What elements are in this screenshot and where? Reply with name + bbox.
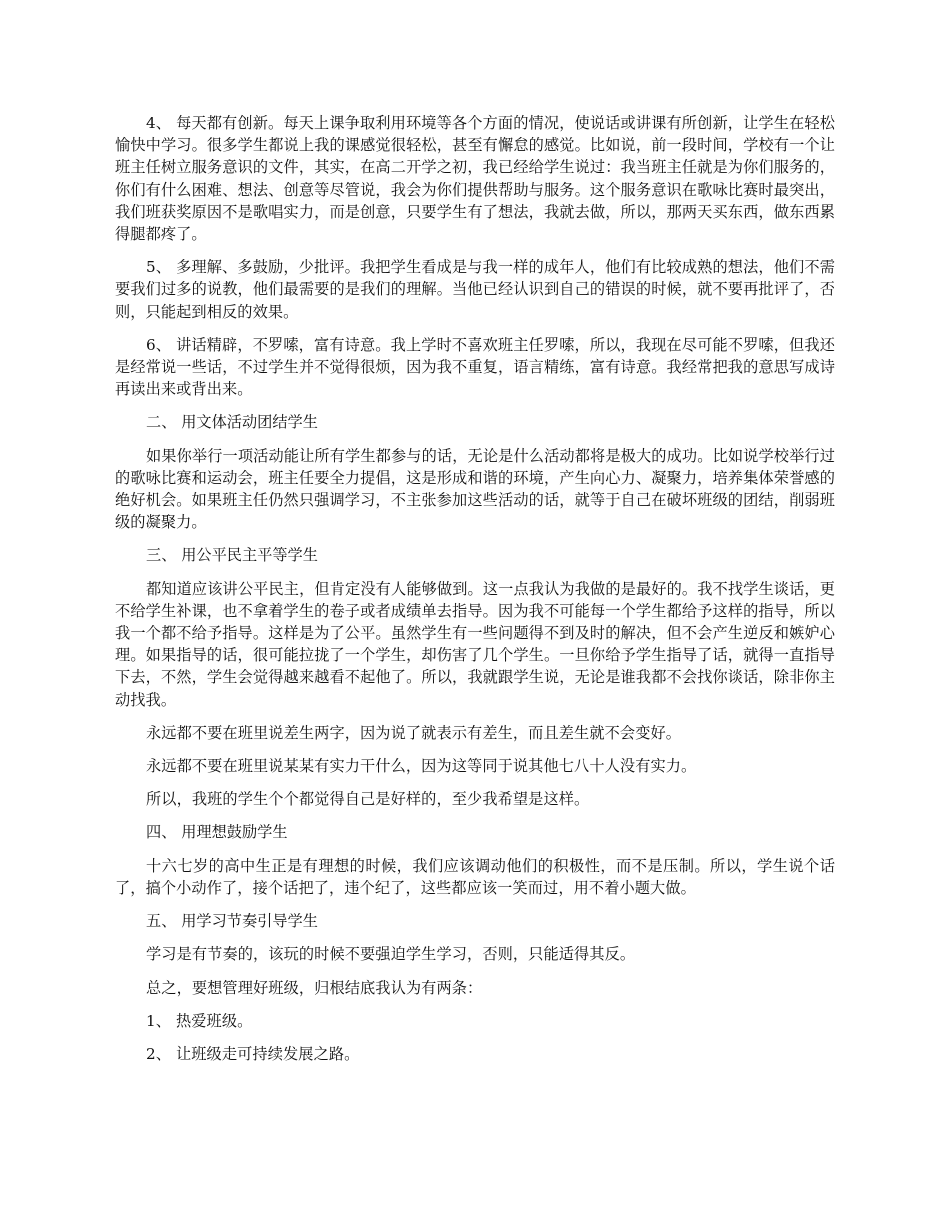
never-say-capable: 永远都不要在班里说某某有实力干什么，因为这等同于说其他七八十人没有实力。 bbox=[146, 757, 697, 776]
section-3-heading: 三、 用公平民主平等学生 bbox=[146, 546, 318, 565]
document-body bbox=[115, 112, 835, 1076]
summary: 总之，要想管理好班级，归根结底我认为有两条： bbox=[146, 978, 483, 997]
every-student-good: 所以，我班的学生个个都觉得自己是好样的，至少我希望是这样。 bbox=[146, 790, 590, 809]
point-6-concise: 6、 讲话精辟，不罗嗦，富有诗意。我上学时不喜欢班主任罗嗦，所以，我现在尽可能不罗嗦，但我还是经常说一些话，不过学生并不觉得很烦，因为我不重复，语言精练，富有诗意。我经常把我的意思写成诗再读出来或背出来。 bbox=[115, 335, 835, 399]
summary-point-2: 2、 让班级走可持续发展之路。 bbox=[146, 1044, 360, 1063]
section-5-body: 学习是有节奏的，该玩的时候不要强迫学生学习，否则，只能适得其反。 bbox=[146, 945, 636, 964]
point-4-innovation: 4、 每天都有创新。每天上课争取利用环境等各个方面的情况，使说话或讲课有所创新，让学生在轻松愉快中学习。很多学生都说上我的课感觉很轻松，甚至有懈怠的感觉。比如说，前一段时间，学校有一个让班主任树立服务意识的文件，其实，在高二开学之初，我已经给学生说过：我当班主任就是为你们服务的，你们有什么困难、想法、创意等尽管说，我会为你们提供帮助与服务。这个服务意识在歌咏比赛时最突出，我们班获奖原因不是歌唱实力，而是创意，只要学生有了想法，我就去做，所以，那两天买东西，做东西累得腿都疼了。 bbox=[115, 114, 835, 244]
section-4-body: 十六七岁的高中生正是有理想的时候，我们应该调动他们的积极性，而不是压制。所以，学生说个话了，搞个小动作了，接个话把了，违个纪了，这些都应该一笑而过，用不着小题大做。 bbox=[115, 856, 835, 897]
summary-point-1: 1、 热爱班级。 bbox=[146, 1011, 253, 1030]
section-5-heading: 五、 用学习节奏引导学生 bbox=[146, 912, 318, 931]
section-4-heading: 四、 用理想鼓励学生 bbox=[146, 823, 288, 842]
point-5-understand: 5、 多理解、多鼓励，少批评。我把学生看成是与我一样的成年人，他们有比较成熟的想法，他们不需要我们过多的说教，他们最需要的是我们的理解。当他已经认识到自己的错误的时候，就不要再批评了，否则，只能起到相反的效果。 bbox=[115, 258, 835, 321]
section-2-heading: 二、 用文体活动团结学生 bbox=[146, 413, 318, 432]
section-2-body: 如果你举行一项活动能让所有学生都参与的话，无论是什么活动都将是极大的成功。比如说学校举行过的歌咏比赛和运动会，班主任要全力提倡，这是形成和谐的环境，产生向心力、凝聚力，培养集体荣誉感的绝好机会。如果班主任仍然只强调学习，不主张参加这些活动的话，就等于自己在破坏班级的团结，削弱班级的凝聚力。 bbox=[115, 446, 835, 532]
never-say-poor-students: 永远都不要在班里说差生两字，因为说了就表示有差生，而且差生就不会变好。 bbox=[146, 723, 682, 742]
section-3-body: 都知道应该讲公平民主，但肯定没有人能够做到。这一点我认为我做的是最好的。我不找学生谈话，更不给学生补课，也不拿着学生的卷子或者成绩单去指导。因为我不可能每一个学生都给予这样的指导，所以我一个都不给予指导。这样是为了公平。虽然学生有一些问题得不到及时的解决，但不会产生逆反和嫉妒心理。如果指导的话，很可能拉拢了一个学生，却伤害了几个学生。一旦你给予学生指导了话，就得一直指导下去，不然，学生会觉得越来越看不起他了。所以，我就跟学生说，无论是谁我都不会找你谈话，除非你主动找我。 bbox=[115, 579, 835, 709]
